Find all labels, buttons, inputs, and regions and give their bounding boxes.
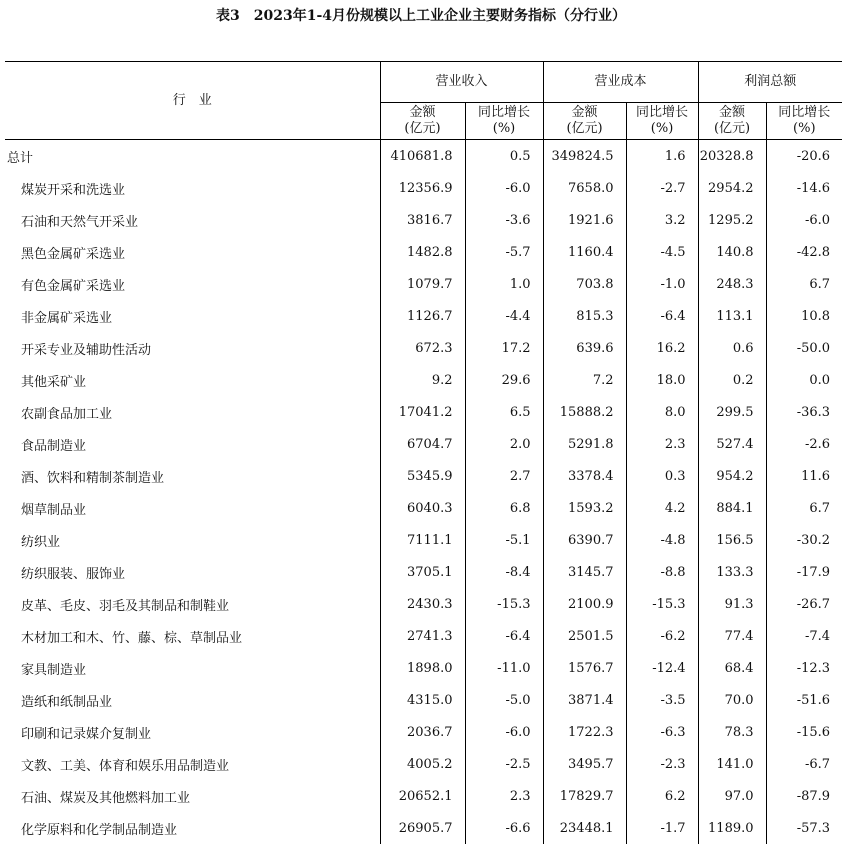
industry-name: 食品制造业 xyxy=(21,438,87,454)
profit-amount: 77.4 xyxy=(698,620,766,652)
cost-growth: -4.8 xyxy=(626,524,698,556)
cost-amount: 815.3 xyxy=(543,300,626,332)
growth-header-unit: (%) xyxy=(492,121,516,136)
cost-amount: 15888.2 xyxy=(543,396,626,428)
cost-amount: 5291.8 xyxy=(543,428,626,460)
cost-growth: -1.0 xyxy=(626,268,698,300)
revenue-growth: -5.0 xyxy=(465,684,543,716)
cost-growth: -12.4 xyxy=(626,652,698,684)
revenue-amount: 6040.3 xyxy=(380,492,465,524)
profit-growth: -87.9 xyxy=(766,780,842,812)
profit-growth: -30.2 xyxy=(766,524,842,556)
profit-growth: 0.0 xyxy=(766,364,842,396)
table-row xyxy=(5,684,842,716)
cost-amount: 3495.7 xyxy=(543,748,626,780)
cost-growth: 1.6 xyxy=(626,140,698,173)
profit-header: 利润总额 xyxy=(698,62,842,103)
amount-header-unit: (亿元) xyxy=(566,121,603,136)
growth-header-label: 同比增长 xyxy=(478,105,531,120)
cost-amount: 2100.9 xyxy=(543,588,626,620)
cost-amount: 1576.7 xyxy=(543,652,626,684)
industry-name: 石油、煤炭及其他燃料加工业 xyxy=(21,790,191,806)
cost-growth: -6.3 xyxy=(626,716,698,748)
industry-name: 文教、工美、体育和娱乐用品制造业 xyxy=(21,758,230,774)
profit-amount: 2954.2 xyxy=(698,172,766,204)
profit-amount: 141.0 xyxy=(698,748,766,780)
profit-amount: 113.1 xyxy=(698,300,766,332)
table-row xyxy=(5,396,842,428)
industry-name: 农副食品加工业 xyxy=(21,406,113,422)
revenue-amount: 410681.8 xyxy=(380,140,465,173)
profit-amount: 140.8 xyxy=(698,236,766,268)
table-row xyxy=(5,236,842,268)
profit-growth: -6.7 xyxy=(766,748,842,780)
revenue-amount: 4315.0 xyxy=(380,684,465,716)
profit-amount: 1189.0 xyxy=(698,812,766,844)
profit-amount: 0.2 xyxy=(698,364,766,396)
industry-name: 非金属矿采选业 xyxy=(21,310,113,326)
industry-name: 总计 xyxy=(7,150,34,166)
industry-name: 化学原料和化学制品制造业 xyxy=(21,822,178,838)
industry-name: 纺织服装、服饰业 xyxy=(21,566,126,582)
cost-amount: 7.2 xyxy=(543,364,626,396)
industry-name: 烟草制品业 xyxy=(21,502,87,518)
growth-header-label: 同比增长 xyxy=(778,105,831,120)
table-row xyxy=(5,620,842,652)
revenue-amount: 20652.1 xyxy=(380,780,465,812)
profit-amount: 97.0 xyxy=(698,780,766,812)
profit-amount: 527.4 xyxy=(698,428,766,460)
table-row xyxy=(5,812,842,844)
cost-growth: 3.2 xyxy=(626,204,698,236)
revenue-growth: 0.5 xyxy=(465,140,543,173)
cost-growth: -2.7 xyxy=(626,172,698,204)
profit-amount: 133.3 xyxy=(698,556,766,588)
table-row xyxy=(5,364,842,396)
amount-header xyxy=(380,103,465,140)
amount-header xyxy=(698,103,766,140)
profit-growth: -6.0 xyxy=(766,204,842,236)
amount-header-unit: (亿元) xyxy=(404,121,441,136)
cost-growth: -3.5 xyxy=(626,684,698,716)
revenue-growth: -4.4 xyxy=(465,300,543,332)
revenue-growth: -6.4 xyxy=(465,620,543,652)
cost-amount: 349824.5 xyxy=(543,140,626,173)
cost-amount: 6390.7 xyxy=(543,524,626,556)
revenue-growth: -5.7 xyxy=(465,236,543,268)
revenue-amount: 1079.7 xyxy=(380,268,465,300)
cost-growth: -8.8 xyxy=(626,556,698,588)
growth-header-unit: (%) xyxy=(650,121,674,136)
revenue-growth: 2.0 xyxy=(465,428,543,460)
profit-amount: 1295.2 xyxy=(698,204,766,236)
amount-header-label: 金额 xyxy=(571,105,598,120)
revenue-amount: 1126.7 xyxy=(380,300,465,332)
table-title: 表3 2023年1-4月份规模以上工业企业主要财务指标（分行业） xyxy=(216,8,626,24)
revenue-amount: 7111.1 xyxy=(380,524,465,556)
revenue-amount: 672.3 xyxy=(380,332,465,364)
profit-amount: 954.2 xyxy=(698,460,766,492)
revenue-growth: -6.6 xyxy=(465,812,543,844)
industry-name: 黑色金属矿采选业 xyxy=(21,246,126,262)
profit-growth: 11.6 xyxy=(766,460,842,492)
table-row xyxy=(5,300,842,332)
profit-growth: -51.6 xyxy=(766,684,842,716)
industry-name: 纺织业 xyxy=(21,534,61,550)
growth-header xyxy=(626,103,698,140)
revenue-growth: -8.4 xyxy=(465,556,543,588)
cost-growth: 2.3 xyxy=(626,428,698,460)
amount-header-label: 金额 xyxy=(719,105,746,120)
table-row xyxy=(5,748,842,780)
cost-amount: 1593.2 xyxy=(543,492,626,524)
profit-growth: -42.8 xyxy=(766,236,842,268)
profit-amount: 248.3 xyxy=(698,268,766,300)
cost-amount: 3378.4 xyxy=(543,460,626,492)
industry-name: 木材加工和木、竹、藤、棕、草制品业 xyxy=(21,630,243,646)
profit-growth: -17.9 xyxy=(766,556,842,588)
cost-amount: 23448.1 xyxy=(543,812,626,844)
amount-header-label: 金额 xyxy=(409,105,436,120)
profit-growth: 6.7 xyxy=(766,268,842,300)
amount-header xyxy=(543,103,626,140)
profit-amount: 68.4 xyxy=(698,652,766,684)
revenue-amount: 3705.1 xyxy=(380,556,465,588)
profit-growth: 6.7 xyxy=(766,492,842,524)
profit-amount: 156.5 xyxy=(698,524,766,556)
revenue-growth: -3.6 xyxy=(465,204,543,236)
growth-header-label: 同比增长 xyxy=(636,105,689,120)
industry-name: 石油和天然气开采业 xyxy=(21,214,139,230)
revenue-amount: 3816.7 xyxy=(380,204,465,236)
revenue-amount: 17041.2 xyxy=(380,396,465,428)
industry-name: 开采专业及辅助性活动 xyxy=(21,342,152,358)
cost-growth: -4.5 xyxy=(626,236,698,268)
revenue-growth: -15.3 xyxy=(465,588,543,620)
industry-name: 酒、饮料和精制茶制造业 xyxy=(21,470,165,486)
industry-name: 造纸和纸制品业 xyxy=(21,694,113,710)
profit-growth: -20.6 xyxy=(766,140,842,173)
revenue-growth: 6.5 xyxy=(465,396,543,428)
profit-growth: -7.4 xyxy=(766,620,842,652)
profit-amount: 78.3 xyxy=(698,716,766,748)
growth-header xyxy=(766,103,842,140)
revenue-growth: -2.5 xyxy=(465,748,543,780)
revenue-amount: 26905.7 xyxy=(380,812,465,844)
profit-growth: -15.6 xyxy=(766,716,842,748)
revenue-growth: -5.1 xyxy=(465,524,543,556)
profit-growth: -36.3 xyxy=(766,396,842,428)
industry-name: 印刷和记录媒介复制业 xyxy=(21,726,152,742)
revenue-amount: 2741.3 xyxy=(380,620,465,652)
profit-amount: 884.1 xyxy=(698,492,766,524)
revenue-header: 营业收入 xyxy=(380,62,543,103)
revenue-growth: -11.0 xyxy=(465,652,543,684)
growth-header xyxy=(465,103,543,140)
table-row xyxy=(5,460,842,492)
profit-growth: -26.7 xyxy=(766,588,842,620)
industry-name: 有色金属矿采选业 xyxy=(21,278,126,294)
revenue-amount: 9.2 xyxy=(380,364,465,396)
revenue-amount: 2430.3 xyxy=(380,588,465,620)
cost-amount: 2501.5 xyxy=(543,620,626,652)
table-row xyxy=(5,556,842,588)
revenue-growth: -6.0 xyxy=(465,716,543,748)
revenue-amount: 6704.7 xyxy=(380,428,465,460)
table-row xyxy=(5,716,842,748)
table-row xyxy=(5,780,842,812)
table-row xyxy=(5,524,842,556)
table-row xyxy=(5,332,842,364)
profit-growth: -57.3 xyxy=(766,812,842,844)
cost-amount: 639.6 xyxy=(543,332,626,364)
industry-header: 行 业 xyxy=(5,62,380,140)
industry-name: 皮革、毛皮、羽毛及其制品和制鞋业 xyxy=(21,598,230,614)
table-row xyxy=(5,492,842,524)
revenue-growth: 2.7 xyxy=(465,460,543,492)
profit-amount: 91.3 xyxy=(698,588,766,620)
revenue-growth: 6.8 xyxy=(465,492,543,524)
amount-header-unit: (亿元) xyxy=(713,121,751,136)
profit-amount: 0.6 xyxy=(698,332,766,364)
cost-amount: 3145.7 xyxy=(543,556,626,588)
profit-growth: 10.8 xyxy=(766,300,842,332)
cost-amount: 703.8 xyxy=(543,268,626,300)
cost-amount: 7658.0 xyxy=(543,172,626,204)
revenue-growth: 17.2 xyxy=(465,332,543,364)
table-row xyxy=(5,588,842,620)
cost-amount: 1921.6 xyxy=(543,204,626,236)
revenue-amount: 12356.9 xyxy=(380,172,465,204)
industry-name: 煤炭开采和洗选业 xyxy=(21,182,126,198)
revenue-amount: 4005.2 xyxy=(380,748,465,780)
cost-growth: 4.2 xyxy=(626,492,698,524)
growth-header-unit: (%) xyxy=(793,121,816,136)
cost-growth: 16.2 xyxy=(626,332,698,364)
profit-growth: -2.6 xyxy=(766,428,842,460)
cost-growth: -2.3 xyxy=(626,748,698,780)
profit-growth: -50.0 xyxy=(766,332,842,364)
table-row xyxy=(5,652,842,684)
profit-amount: 299.5 xyxy=(698,396,766,428)
profit-growth: -14.6 xyxy=(766,172,842,204)
cost-growth: 8.0 xyxy=(626,396,698,428)
revenue-growth: 2.3 xyxy=(465,780,543,812)
industry-name: 其他采矿业 xyxy=(21,374,87,390)
profit-growth: -12.3 xyxy=(766,652,842,684)
cost-growth: 18.0 xyxy=(626,364,698,396)
revenue-amount: 1482.8 xyxy=(380,236,465,268)
total-row xyxy=(5,140,842,173)
cost-amount: 17829.7 xyxy=(543,780,626,812)
revenue-amount: 2036.7 xyxy=(380,716,465,748)
table-row xyxy=(5,204,842,236)
cost-growth: -15.3 xyxy=(626,588,698,620)
cost-growth: -1.7 xyxy=(626,812,698,844)
revenue-amount: 1898.0 xyxy=(380,652,465,684)
cost-header: 营业成本 xyxy=(543,62,698,103)
cost-growth: -6.2 xyxy=(626,620,698,652)
financial-indicators-table xyxy=(5,61,842,844)
table-row xyxy=(5,268,842,300)
cost-amount: 1722.3 xyxy=(543,716,626,748)
revenue-growth: 1.0 xyxy=(465,268,543,300)
cost-growth: -6.4 xyxy=(626,300,698,332)
profit-amount: 20328.8 xyxy=(698,140,766,173)
cost-growth: 0.3 xyxy=(626,460,698,492)
cost-growth: 6.2 xyxy=(626,780,698,812)
industry-name: 家具制造业 xyxy=(21,662,87,678)
profit-amount: 70.0 xyxy=(698,684,766,716)
revenue-amount: 5345.9 xyxy=(380,460,465,492)
table-row xyxy=(5,428,842,460)
revenue-growth: 29.6 xyxy=(465,364,543,396)
cost-amount: 1160.4 xyxy=(543,236,626,268)
table-row xyxy=(5,172,842,204)
cost-amount: 3871.4 xyxy=(543,684,626,716)
revenue-growth: -6.0 xyxy=(465,172,543,204)
